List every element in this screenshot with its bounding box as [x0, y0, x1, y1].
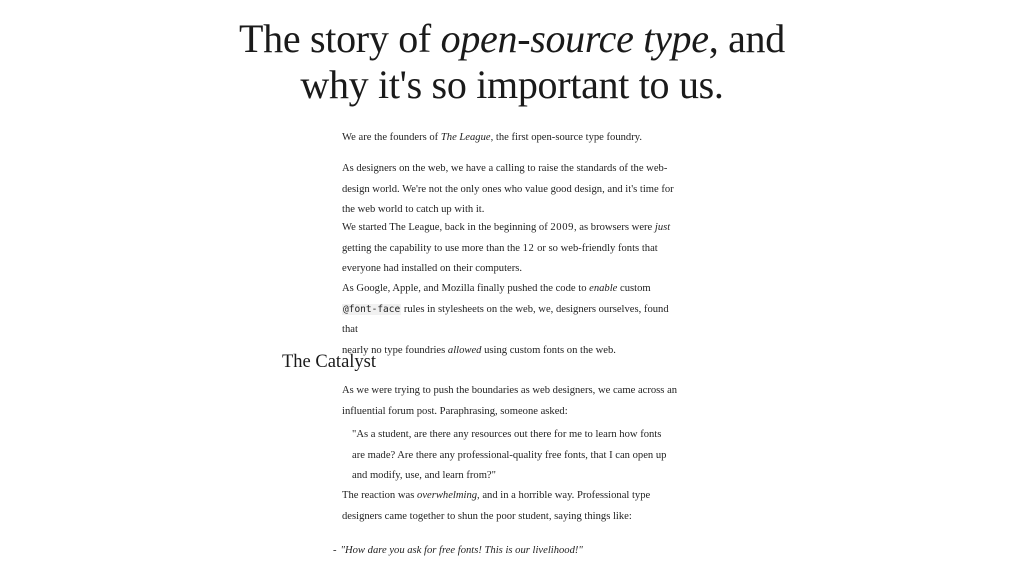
intro-p4-line3b: using custom fonts on the web.	[481, 344, 616, 356]
student-quote	[352, 425, 672, 487]
intro-paragraph-2	[342, 159, 682, 221]
page-title	[0, 16, 1024, 108]
intro-p3-year: 2009	[550, 222, 574, 233]
catalyst-paragraph-1	[342, 381, 682, 422]
catalyst-paragraph-2	[342, 486, 682, 527]
quote-line2: are made? Are there any professional-quality free fonts, that I can open up	[352, 449, 667, 461]
intro-p4-text: As Google, Apple, and Mozilla finally pushed the code to	[342, 283, 590, 294]
intro-paragraph-3	[342, 218, 682, 280]
intro-p2-line3: the web world to catch up with it.	[342, 204, 485, 215]
font-face-code: @font-face	[343, 303, 401, 315]
title-line2: why it's so important to us.	[300, 62, 724, 107]
intro-p3-line2b: or so web-friendly fonts that	[534, 242, 658, 254]
list-quote-text: "How dare you ask for free fonts! This is our livelihood!"	[340, 545, 583, 556]
catalyst-p1-line1: As we were trying to push the boundaries as web designers, we came across an	[342, 385, 678, 396]
list-dash: -	[333, 545, 337, 556]
intro-p3-number: 12	[522, 242, 535, 254]
intro-p3-text: We started The League, back in the beginning of	[342, 222, 551, 233]
intro-paragraph-1	[342, 128, 682, 149]
quote-line1: "As a student, are there any resources out there for me to learn how fonts	[352, 429, 662, 440]
quote-line3: and modify, use, and learn from?"	[352, 470, 496, 481]
intro-p4-enable: enable	[589, 283, 618, 294]
intro-p4-allowed: allowed	[447, 344, 482, 356]
intro-p2-line2: design world. We're not the only ones who value good design, and it's time for	[342, 183, 674, 195]
intro-paragraph-4	[342, 279, 682, 361]
intro-p2-line1: As designers on the web, we have a calling to raise the standards of the web-	[342, 163, 668, 174]
title-italic: open-source type	[440, 16, 709, 61]
catalyst-p1-line2: influential forum post. Paraphrasing, someone asked:	[342, 405, 568, 417]
intro-p3-just: just	[654, 222, 671, 233]
intro-p3-text-b: , as browsers were	[574, 222, 655, 233]
title-part2: , and	[708, 16, 785, 61]
intro-p3-line3: everyone had installed on their computers.	[342, 263, 523, 274]
list-item	[333, 541, 583, 561]
intro-p1-text-end: the first open-source type foundry.	[493, 132, 643, 143]
intro-p1-text: We are the founders of	[342, 132, 441, 143]
catalyst-p2-text-b: , and in a horrible way. Professional type	[477, 490, 651, 501]
catalyst-p2-text: The reaction was	[342, 490, 418, 501]
intro-p1-league: The League,	[440, 132, 494, 143]
catalyst-p2-line2: designers came together to shun the poor student, saying things like:	[342, 510, 632, 522]
intro-p4-line3a: nearly no type foundries	[342, 344, 448, 356]
intro-p3-line2a: getting the capability to use more than the	[342, 242, 523, 254]
intro-p4-custom: custom	[617, 283, 651, 294]
catalyst-p2-overwhelming: overwhelming	[417, 490, 478, 501]
intro-p4-line2: rules in stylesheets on the web, we, designers ourselves, found that	[342, 303, 669, 335]
title-part1: The story of	[239, 16, 441, 61]
section-heading-catalyst: The Catalyst	[282, 352, 377, 372]
